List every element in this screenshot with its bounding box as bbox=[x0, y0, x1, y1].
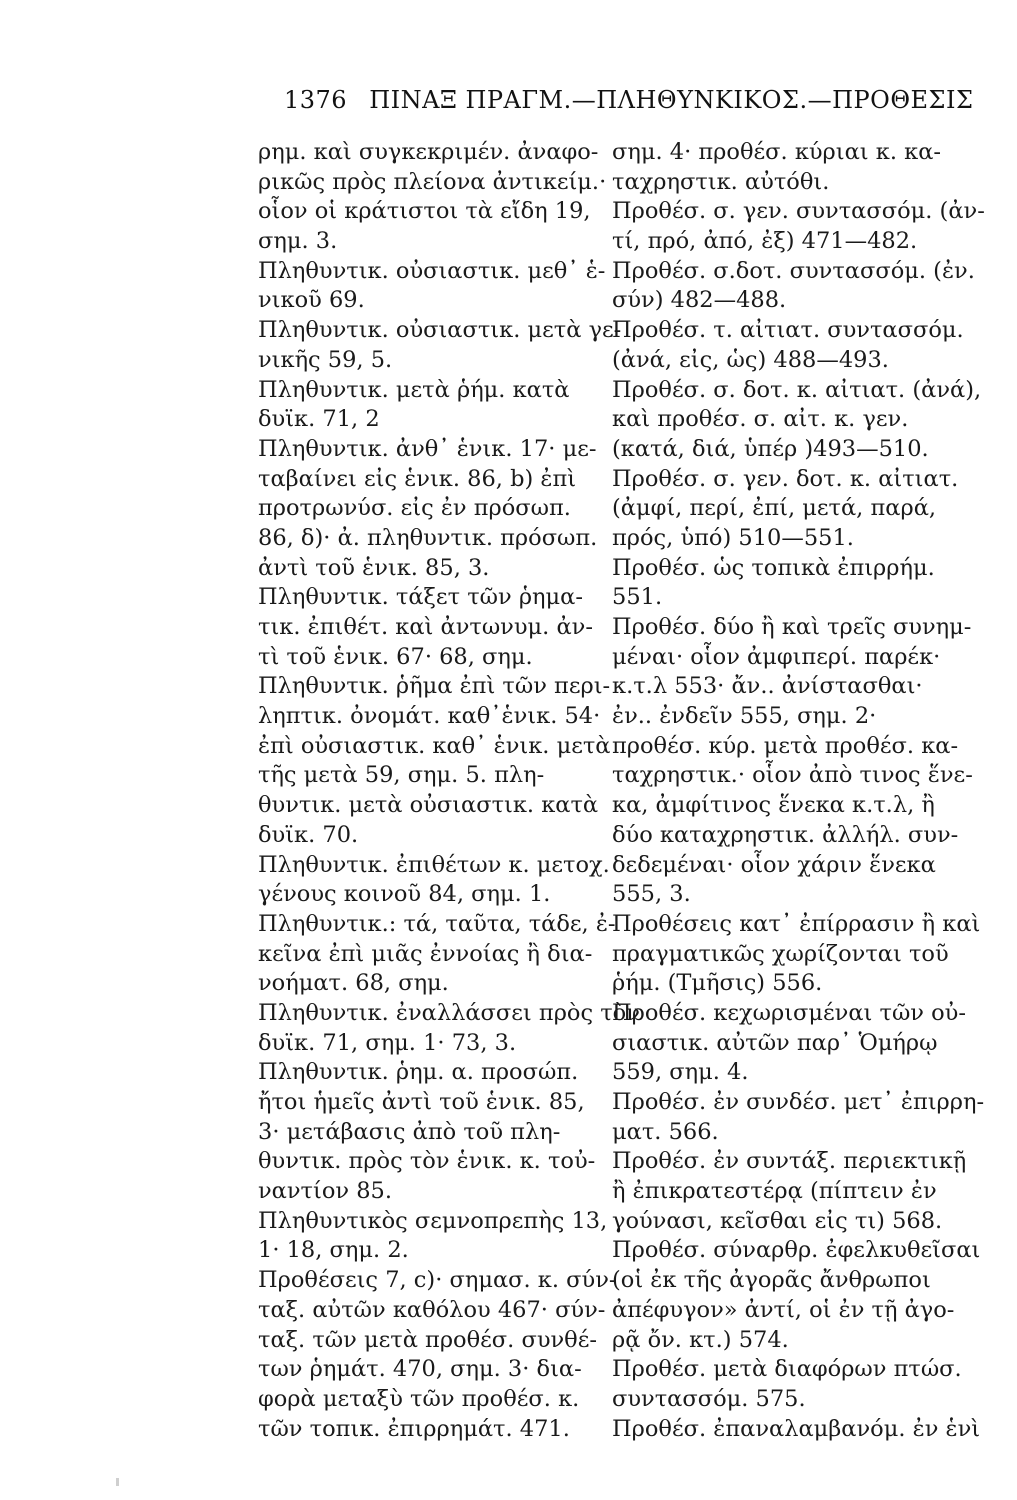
right-column-line: τί, πρό, ἀπό, ἐξ) 471—482. bbox=[612, 228, 918, 255]
right-column-line: ματ. 566. bbox=[612, 1118, 719, 1145]
right-column-line: Προθέσ. σύναρθρ. ἐφελκυθεῖσαι bbox=[612, 1237, 981, 1264]
left-column-line: Πληθυντικ. μετὰ ῥήμ. κατὰ bbox=[258, 376, 570, 403]
right-column-line: ἢ ἐπικρατεστέρᾳ (πίπτειν ἐν bbox=[612, 1178, 937, 1205]
left-column-line: γένους κοινοῦ 84, σημ. 1. bbox=[258, 881, 551, 908]
left-column-line: νοήματ. 68, σημ. bbox=[258, 970, 449, 997]
right-column-line: ταχρηστικ. αὐτόθι. bbox=[612, 168, 830, 195]
left-column-line: ναντίον 85. bbox=[258, 1178, 392, 1205]
page-header bbox=[284, 86, 974, 126]
right-column bbox=[612, 138, 985, 1444]
left-column-line: δυϊκ. 71, 2 bbox=[258, 406, 380, 433]
right-column-line: πρός, ὑπό) 510—551. bbox=[612, 524, 854, 551]
right-column-line: Προθέσ. ἐν συντάξ. περιεκτικῇ bbox=[612, 1148, 967, 1175]
left-column-line: Πληθυντικὸς σεμνοπρεπὴς 13, bbox=[258, 1207, 608, 1234]
right-column-line: προθέσ. κύρ. μετὰ προθέσ. κα- bbox=[612, 732, 959, 759]
right-column-line: ἐν.. ἐνδεῖν 555, σημ. 2· bbox=[612, 703, 877, 730]
right-column-line: γούνασι, κεῖσθαι εἰς τι) 568. bbox=[612, 1207, 943, 1234]
right-column-line: (ἀνά, εἰς, ὡς) 488—493. bbox=[612, 346, 889, 373]
left-column-line: ληπτικ. ὀνομάτ. καθ᾽ἑνικ. 54· bbox=[258, 703, 601, 730]
left-column-line: φορὰ μεταξὺ τῶν προθέσ. κ. bbox=[258, 1385, 580, 1412]
left-column-line: ἤτοι ἡμεῖς ἀντὶ τοῦ ἑνικ. 85, bbox=[258, 1089, 585, 1115]
left-column-line: Πληθυντικ. ῥημ. α. προσώπ. bbox=[258, 1059, 579, 1086]
right-column-line: Προθέσ. κεχωρισμέναι τῶν οὐ- bbox=[612, 999, 966, 1026]
left-column-line: τικ. ἐπιθέτ. καὶ ἀντωνυμ. ἀν- bbox=[258, 614, 593, 640]
left-column-line: τῆς μετὰ 59, σημ. 5. πλη- bbox=[258, 762, 545, 789]
left-column-line: τὶ τοῦ ἑνικ. 67· 68, σημ. bbox=[258, 643, 533, 670]
left-column-line: σημ. 3. bbox=[258, 228, 338, 255]
right-column-line: Προθέσ. σ.δοτ. συντασσόμ. (ἐν. bbox=[612, 257, 975, 284]
left-column-line: Πληθυντικ. ἀνθ᾽ ἑνικ. 17· με- bbox=[258, 435, 597, 462]
left-column-line: ἐπὶ οὐσιαστικ. καθ᾽ ἑνικ. μετὰ bbox=[258, 732, 611, 759]
right-column-line: σιαστικ. αὐτῶν παρ᾽ Ὁμήρῳ bbox=[612, 1029, 938, 1056]
right-column-line: 555, 3. bbox=[612, 881, 691, 908]
right-column-line: (κατά, διά, ὑπέρ )493—510. bbox=[612, 435, 929, 462]
left-column-line: νικοῦ 69. bbox=[258, 287, 365, 314]
left-column-line: 86, δ)· ἀ. πληθυντικ. πρόσωπ. bbox=[258, 524, 598, 551]
right-column-line: σύν) 482—488. bbox=[612, 287, 787, 314]
right-column-line: 551. bbox=[612, 584, 663, 611]
left-column-line: προτρωνύσ. εἰς ἐν πρόσωπ. bbox=[258, 495, 571, 522]
right-column-line: πραγματικῶς χωρίζονται τοῦ bbox=[612, 940, 949, 967]
left-column-line: νικῆς 59, 5. bbox=[258, 346, 393, 373]
right-column-line: Προθέσ. τ. αἰτιατ. συντασσόμ. bbox=[612, 317, 964, 344]
left-column-line: Πληθυντικ. τάξετ τῶν ῥημα- bbox=[258, 584, 583, 611]
left-column-line: θυντικ. μετὰ οὐσιαστικ. κατὰ bbox=[258, 792, 599, 819]
right-column-line: Προθέσ. ὡς τοπικὰ ἐπιρρήμ. bbox=[612, 554, 935, 581]
right-column-line: ταχρηστικ.· οἷον ἀπὸ τινος ἕνε- bbox=[612, 762, 973, 789]
right-column-line: (ἀμφί, περί, ἐπί, μετά, παρά, bbox=[612, 495, 937, 522]
right-column-line: Προθέσ. σ. δοτ. κ. αἰτιατ. (ἀνά), bbox=[612, 376, 982, 403]
left-column-line: ταξ. αὐτῶν καθόλου 467· σύν- bbox=[258, 1296, 606, 1323]
left-column-line: Προθέσεις 7, c)· σημασ. κ. σύν- bbox=[258, 1267, 617, 1294]
right-column-line: Προθέσ. σ. γεν. συντασσόμ. (ἀν- bbox=[612, 198, 985, 225]
right-column-line: ῥήμ. (Τμῆσις) 556. bbox=[612, 970, 823, 997]
right-column-line: σημ. 4· προθέσ. κύριαι κ. κα- bbox=[612, 139, 941, 165]
page-number: 1376 bbox=[284, 86, 348, 114]
left-column-line: ταβαίνει εἰς ἑνικ. 86, b) ἐπὶ bbox=[258, 465, 577, 492]
right-column-line: δύο καταχρηστικ. ἀλλήλ. συν- bbox=[612, 821, 959, 848]
right-column-line: Προθέσ. μετὰ διαφόρων πτώσ. bbox=[612, 1356, 962, 1383]
right-column-line: δεδεμέναι· οἷον χάριν ἕνεκα bbox=[612, 851, 936, 878]
left-column-line: ἀντὶ τοῦ ἑνικ. 85, 3. bbox=[258, 554, 490, 581]
left-column-line: κεῖνα ἐπὶ μιᾶς ἐννοίας ἢ δια- bbox=[258, 940, 593, 967]
right-column-line: ἀπέφυγον» ἀντί, οἱ ἐν τῇ ἀγο- bbox=[612, 1296, 955, 1323]
left-column-line: ρημ. καὶ συγκεκριμέν. ἀναφο- bbox=[258, 139, 599, 165]
right-column-line: κ.τ.λ 553· ἄν.. ἀνίστασθαι· bbox=[612, 673, 923, 700]
right-column-line: καὶ προθέσ. σ. αἰτ. κ. γεν. bbox=[612, 406, 909, 433]
right-column-line: κα, ἀμφίτινος ἕνεκα κ.τ.λ, ἢ bbox=[612, 792, 935, 819]
left-column-line: Πληθυντικ. οὐσιαστικ. μεθ᾽ ἑ- bbox=[258, 257, 606, 284]
left-column-line: Πληθυντικ. ἐπιθέτων κ. μετοχ. bbox=[258, 851, 610, 878]
left-column-line: Πληθυντικ.: τά, ταῦτα, τάδε, ἐ- bbox=[258, 910, 616, 937]
right-column-line: Προθέσ. ἐν συνδέσ. μετ᾽ ἐπιρρη- bbox=[612, 1089, 985, 1115]
left-column-line: των ῥημάτ. 470, σημ. 3· δια- bbox=[258, 1356, 582, 1383]
left-column-line: δυϊκ. 70. bbox=[258, 821, 359, 848]
right-column-line: μέναι· οἷον ἀμφιπερί. παρέκ· bbox=[612, 643, 941, 670]
left-column-line: θυντικ. πρὸς τὸν ἑνικ. κ. τοὐ- bbox=[258, 1148, 596, 1175]
left-column-line: οἷον οἱ κράτιστοι τὰ εἴδη 19, bbox=[258, 198, 591, 225]
right-column-line: ρᾷ ὄν. κτ.) 574. bbox=[612, 1326, 789, 1353]
left-column-line: ταξ. τῶν μετὰ προθέσ. συνθέ- bbox=[258, 1326, 597, 1353]
right-column-line: Προθέσ. δύο ἢ καὶ τρεῖς συνημ- bbox=[612, 614, 972, 640]
left-column-line: Πληθυντικ. ῥῆμα ἐπὶ τῶν περι- bbox=[258, 673, 611, 700]
right-column-line: συντασσόμ. 575. bbox=[612, 1385, 806, 1412]
left-column-line: ρικῶς πρὸς πλείονα ἀντικείμ.· bbox=[258, 168, 607, 195]
left-column-line: 3· μετάβασις ἀπὸ τοῦ πλη- bbox=[258, 1118, 561, 1145]
right-column-line: 559, σημ. 4. bbox=[612, 1059, 749, 1086]
left-column-line: δυϊκ. 71, σημ. 1· 73, 3. bbox=[258, 1029, 517, 1056]
left-column-line: Πληθυντικ. οὐσιαστικ. μετὰ γε- bbox=[258, 317, 622, 344]
left-column-line: 1· 18, σημ. 2. bbox=[258, 1237, 409, 1264]
running-title: ΠΙΝΑΞ ΠΡΑΓΜ.—ΠΛΗΘΥΝΚΙΚΟΣ.—ΠΡΟΘΕΣΙΣ bbox=[369, 86, 974, 114]
left-column-line: τῶν τοπικ. ἐπιρρημάτ. 471. bbox=[258, 1415, 570, 1442]
right-column-line: Προθέσεις κατ᾽ ἐπίρρασιν ἢ καὶ bbox=[612, 910, 981, 937]
left-column-line: Πληθυντικ. ἐναλλάσσει πρὸς τὸν bbox=[258, 999, 640, 1026]
margin-mark bbox=[116, 1478, 119, 1486]
right-column-line: (οἱ ἐκ τῆς ἀγορᾶς ἄνθρωποι bbox=[612, 1267, 931, 1294]
right-column-line: Προθέσ. σ. γεν. δοτ. κ. αἰτιατ. bbox=[612, 465, 959, 492]
right-column-line: Προθέσ. ἐπαναλαμβανόμ. ἐν ἑνὶ bbox=[612, 1415, 981, 1442]
